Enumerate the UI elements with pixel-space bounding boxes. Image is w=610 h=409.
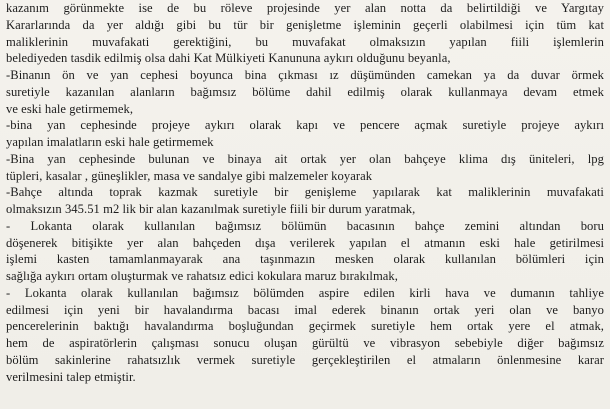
text-line: pencerelerinin baktığı havalandırma boşluğundan geçirmek suretiyle hem ortak yere el atmak, [6,319,604,334]
text-line: -Bahçe altında toprak kazmak suretiyle bir genişleme yapılarak kat maliklerinin muvafakati [6,185,604,200]
text-line: suretiyle kazanılan alanların bağımsız bölüme dahil edilmiş olarak kullanmaya devam etmek [6,84,604,99]
text-line: döşenerek bitişikte yer alan bahçeden dışa verilerek yapılan el atmanın eski hale getirilmesi [6,235,604,250]
text-line: işlemi kasten tamamlanmayarak ana taşınmazın mesken olarak kullanılan bölümleri için [6,252,604,267]
text-line: - Lokanta olarak kullanılan bağımsız bölümün bacasının bahçe zemini altından boru [6,218,604,233]
text-line: yapılan imalatların eski hale getirmemek [6,135,214,149]
text-line: ve eski hale getirmemek, [6,101,134,116]
text-line: -Bina yan cephesinde bulunan ve binaya ait ortak yer olan bahçeye klima dış üniteleri, lpg [6,151,604,166]
text-line: olmaksızın 345.51 m2 lik bir alan kazanılmak suretiyle fiili bir durum yaratmak, [6,202,416,216]
text-line: tüpleri, kasalar , güneşlikler, masa ve sandalye gibi malzemeler koyarak [6,168,373,183]
text-line: verilmesini talep etmiştir. [6,369,136,384]
text-line: maliklerinin muvafakati gerektiğini, bu muvafakat olmaksızın yapılan fiili işlemlerin [6,34,604,49]
text-line: edilmesi için yeni bir havalandırma bacası imal ederek binanın ortak yeri olan ve banyo [6,302,604,317]
text-line: -bina yan cephesinde projeye aykırı olarak kapı ve pencere açmak suretiyle projeye aykırı [6,118,604,133]
document-body [6,0,604,385]
text-line: bölüm sakinlerine rahatsızlık vermek suretiyle gerçekleştirilen el atmaların önlenmesine karar [6,352,604,367]
text-line: kazanım görünmekte ise de bu röleve projesinde yer alan notta da belirtildiği ve Yargıtay [6,1,604,15]
text-line: hem de aspiratörlerin çalışması sonucu oluşan gürültü ve vibrasyon sebebiyle diğer bağımsız [6,336,604,350]
text-line: -Binanın ön ve yan cephesi boyunca bina çıkması ız düşümünden camekan ya da duvar örmek [6,68,604,82]
text-line: sağlığa aykırı ortam oluşturmak ve rahatsız edici kokulara maruz bırakılmak, [6,269,398,283]
text-line: belediyeden tasdik edilmiş olsa dahi Kat Mülkiyeti Kanununa aykırı olduğunu beyanla, [6,51,451,66]
text-line: Kararlarında da yer aldığı gibi bu tür bir genişletme işleminin geçerli olabilmesi için tüm kat [6,17,604,32]
text-line: - Lokanta olarak kullanılan bağımsız bölümden aspire edilen kirli hava ve dumanın tahliye [6,285,604,300]
